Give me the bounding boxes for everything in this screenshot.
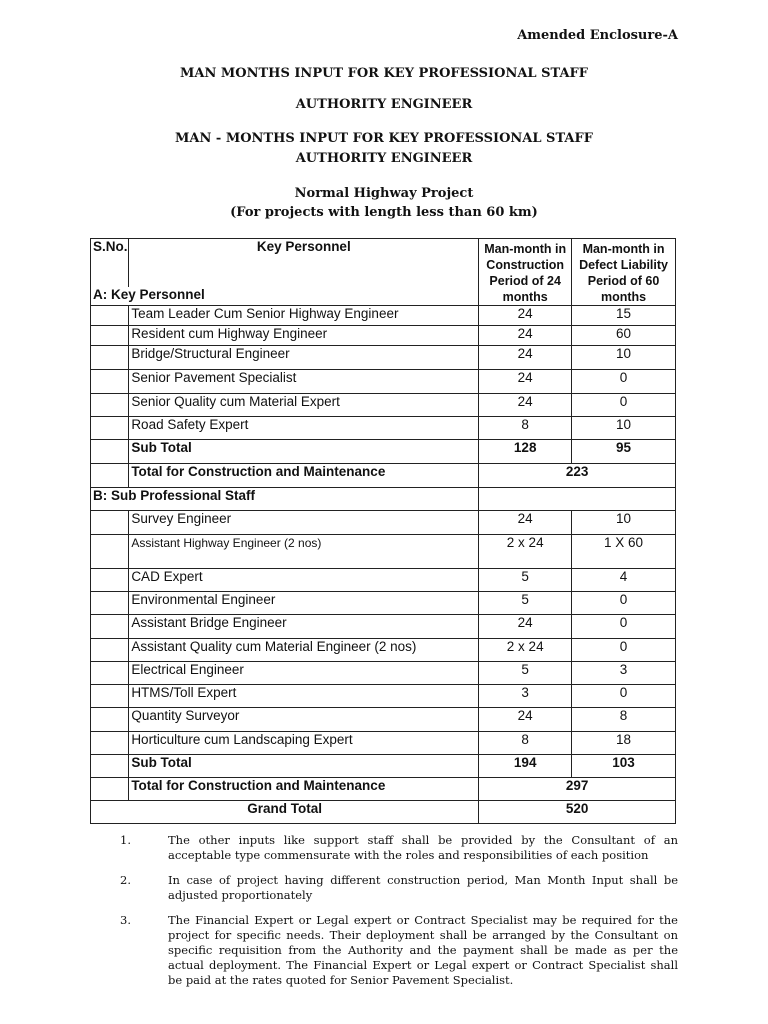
grand-total-label: Grand Total [91, 801, 479, 824]
construction-value: 3 [479, 685, 572, 708]
defect-value: 1 X 60 [572, 535, 676, 569]
note-number: 3. [120, 913, 131, 927]
notes-list [120, 833, 678, 998]
subtotal-a-row [91, 440, 676, 464]
defect-value: 18 [572, 732, 676, 755]
construction-value: 24 [479, 615, 572, 639]
subtotal-b-label: Sub Total [129, 755, 479, 778]
personnel-name: Senior Quality cum Material Expert [129, 394, 479, 417]
construction-value: 24 [479, 511, 572, 535]
table-row [91, 615, 676, 639]
personnel-name: Road Safety Expert [129, 417, 479, 440]
note-text: The Financial Expert or Legal expert or Contract Specialist may be required for the project for specific needs. Their deployment shall be arranged by the Consultant on specific requisition from the Authority and the payment shall be made as per the actual deployment. The Financial Expert or Legal expert or Contract Specialist shall be paid at the rates quoted for Senior Pavement Specialist. [168, 913, 678, 987]
table-row [91, 306, 676, 326]
table-row [91, 569, 676, 592]
defect-value: 8 [572, 708, 676, 732]
subtotal-b-construction: 194 [479, 755, 572, 778]
note-item [120, 913, 678, 988]
construction-value: 24 [479, 306, 572, 326]
personnel-name: Team Leader Cum Senior Highway Engineer [129, 306, 479, 326]
personnel-name: Resident cum Highway Engineer [129, 326, 479, 346]
construction-value: 24 [479, 708, 572, 732]
project-type: Normal Highway Project [294, 186, 474, 201]
construction-value: 24 [479, 346, 572, 370]
defect-value: 0 [572, 615, 676, 639]
section-title: MAN - MONTHS INPUT FOR KEY PROFESSIONAL STAFF [175, 131, 593, 146]
defect-value: 0 [572, 639, 676, 662]
header-personnel: Key Personnel [129, 239, 479, 288]
total-b-row [91, 778, 676, 801]
subtotal-b-row [91, 755, 676, 778]
total-a-value: 223 [479, 464, 676, 488]
table-row [91, 732, 676, 755]
personnel-name: Environmental Engineer [129, 592, 479, 615]
section-b-label: B: Sub Professional Staff [91, 488, 479, 511]
total-a-row [91, 464, 676, 488]
personnel-name: HTMS/Toll Expert [129, 685, 479, 708]
construction-value: 5 [479, 569, 572, 592]
man-months-table [90, 238, 676, 824]
defect-value: 0 [572, 592, 676, 615]
table-row [91, 511, 676, 535]
note-item [120, 873, 678, 903]
note-text: The other inputs like support staff shall be provided by the Consultant of an acceptable type commensurate with the roles and responsibilities of each position [168, 833, 678, 862]
table-header-row [91, 239, 676, 288]
table-row [91, 685, 676, 708]
personnel-name: Senior Pavement Specialist [129, 370, 479, 394]
total-b-label: Total for Construction and Maintenance [129, 778, 479, 801]
table-row [91, 326, 676, 346]
table-row [91, 394, 676, 417]
construction-value: 5 [479, 592, 572, 615]
table-row [91, 662, 676, 685]
defect-value: 60 [572, 326, 676, 346]
personnel-name: Electrical Engineer [129, 662, 479, 685]
defect-value: 15 [572, 306, 676, 326]
subtotal-a-construction: 128 [479, 440, 572, 464]
construction-value: 2 x 24 [479, 535, 572, 569]
project-condition: (For projects with length less than 60 km) [230, 205, 538, 220]
construction-value: 24 [479, 326, 572, 346]
note-number: 2. [120, 873, 131, 887]
defect-value: 10 [572, 417, 676, 440]
document-subtitle: AUTHORITY ENGINEER [295, 97, 473, 112]
personnel-name: Assistant Bridge Engineer [129, 615, 479, 639]
personnel-name: Horticulture cum Landscaping Expert [129, 732, 479, 755]
defect-value: 3 [572, 662, 676, 685]
header-sno: S.No. [91, 239, 129, 288]
table-row [91, 370, 676, 394]
personnel-name: Assistant Quality cum Material Engineer (2 nos) [129, 639, 479, 662]
section-a-label: A: Key Personnel [91, 287, 479, 306]
table-row [91, 639, 676, 662]
defect-value: 0 [572, 394, 676, 417]
construction-value: 24 [479, 394, 572, 417]
table-row [91, 708, 676, 732]
construction-value: 8 [479, 417, 572, 440]
construction-value: 5 [479, 662, 572, 685]
personnel-name: Survey Engineer [129, 511, 479, 535]
note-text: In case of project having different construction period, Man Month Input shall be adjusted proportionately [168, 873, 678, 902]
defect-value: 10 [572, 346, 676, 370]
defect-value: 0 [572, 370, 676, 394]
document-title: MAN MONTHS INPUT FOR KEY PROFESSIONAL STAFF [180, 66, 588, 81]
note-number: 1. [120, 833, 131, 847]
header-construction: Man-month in Construction Period of 24 months [479, 239, 572, 306]
defect-value: 10 [572, 511, 676, 535]
total-b-value: 297 [479, 778, 676, 801]
table-row [91, 535, 676, 569]
section-subtitle: AUTHORITY ENGINEER [295, 151, 473, 166]
subtotal-b-defect: 103 [572, 755, 676, 778]
grand-total-value: 520 [479, 801, 676, 824]
subtotal-a-defect: 95 [572, 440, 676, 464]
table-row [91, 592, 676, 615]
grand-total-row [91, 801, 676, 824]
personnel-name: Assistant Highway Engineer (2 nos) [129, 535, 479, 569]
personnel-name: CAD Expert [129, 569, 479, 592]
table-row [91, 417, 676, 440]
header-defect: Man-month in Defect Liability Period of 60 months [572, 239, 676, 306]
subtotal-a-label: Sub Total [129, 440, 479, 464]
construction-value: 8 [479, 732, 572, 755]
section-b-row [91, 488, 676, 511]
construction-value: 2 x 24 [479, 639, 572, 662]
enclosure-label: Amended Enclosure-A [517, 28, 678, 43]
personnel-name: Bridge/Structural Engineer [129, 346, 479, 370]
note-item [120, 833, 678, 863]
total-a-label: Total for Construction and Maintenance [129, 464, 479, 488]
personnel-name: Quantity Surveyor [129, 708, 479, 732]
defect-value: 0 [572, 685, 676, 708]
defect-value: 4 [572, 569, 676, 592]
table-row [91, 346, 676, 370]
construction-value: 24 [479, 370, 572, 394]
